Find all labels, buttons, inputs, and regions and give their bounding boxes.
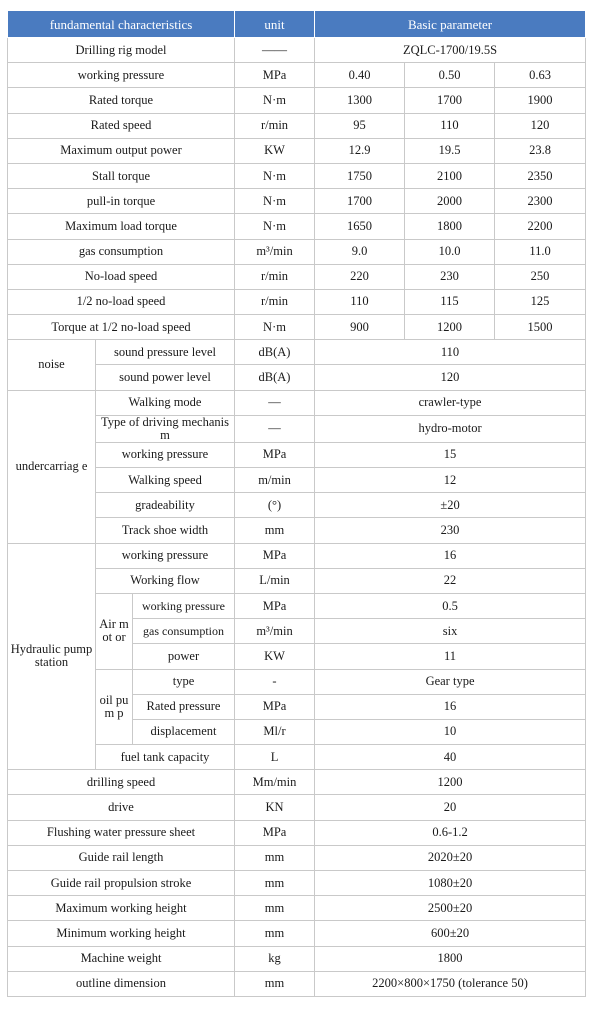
- row-value: 22: [315, 568, 586, 593]
- row-label: Stall torque: [8, 163, 235, 188]
- row-value-3: 23.8: [495, 138, 586, 163]
- row-unit: MPa: [235, 694, 315, 719]
- row-value: ZQLC-1700/19.5S: [315, 38, 586, 63]
- row-unit: r/min: [235, 113, 315, 138]
- row-value-1: 95: [315, 113, 405, 138]
- row-value: 15: [315, 442, 586, 467]
- row-value: 2200×800×1750 (tolerance 50): [315, 971, 586, 996]
- row-value-2: 19.5: [405, 138, 495, 163]
- row-label: drilling speed: [8, 770, 235, 795]
- row-value-3: 1500: [495, 315, 586, 340]
- row-unit: ——: [235, 38, 315, 63]
- row-unit: —: [235, 415, 315, 442]
- row-value-2: 2100: [405, 163, 495, 188]
- table-row: [8, 340, 586, 365]
- row-value-2: 115: [405, 289, 495, 314]
- row-unit: N·m: [235, 88, 315, 113]
- table-row: [8, 88, 586, 113]
- row-value-2: 0.50: [405, 63, 495, 88]
- row-value: 2500±20: [315, 896, 586, 921]
- row-value-3: 2350: [495, 163, 586, 188]
- table-row: [8, 63, 586, 88]
- header-unit: unit: [235, 11, 315, 38]
- table-row: [8, 896, 586, 921]
- row-label: Minimum working height: [8, 921, 235, 946]
- row-unit: KW: [235, 138, 315, 163]
- row-label: fuel tank capacity: [96, 745, 235, 770]
- row-value: ±20: [315, 493, 586, 518]
- row-unit: r/min: [235, 264, 315, 289]
- row-value: 11: [315, 644, 586, 669]
- row-label: gas consumption: [8, 239, 235, 264]
- row-label: gas consumption: [133, 619, 235, 644]
- row-label: Rated torque: [8, 88, 235, 113]
- row-label: Maximum load torque: [8, 214, 235, 239]
- row-value-1: 1750: [315, 163, 405, 188]
- row-label: working pressure: [96, 543, 235, 568]
- row-label: Working flow: [96, 568, 235, 593]
- row-value: 20: [315, 795, 586, 820]
- row-value-3: 2300: [495, 189, 586, 214]
- row-unit: KW: [235, 644, 315, 669]
- group-label-noise: noise: [8, 340, 96, 390]
- row-value: 10: [315, 719, 586, 744]
- row-value: 1080±20: [315, 871, 586, 896]
- row-unit: mm: [235, 896, 315, 921]
- row-unit: mm: [235, 971, 315, 996]
- row-unit: N·m: [235, 163, 315, 188]
- row-label: Rated pressure: [133, 694, 235, 719]
- row-unit: L: [235, 745, 315, 770]
- row-value-2: 10.0: [405, 239, 495, 264]
- row-label: Guide rail propulsion stroke: [8, 871, 235, 896]
- row-label: working pressure: [96, 442, 235, 467]
- table-row: [8, 189, 586, 214]
- row-value: 120: [315, 365, 586, 390]
- row-label: sound power level: [96, 365, 235, 390]
- row-value: 2020±20: [315, 845, 586, 870]
- row-value: 600±20: [315, 921, 586, 946]
- row-value-3: 0.63: [495, 63, 586, 88]
- row-value: crawler-type: [315, 390, 586, 415]
- row-label: Guide rail length: [8, 845, 235, 870]
- row-label: Type of driving mechanism: [96, 415, 235, 442]
- row-unit: MPa: [235, 820, 315, 845]
- row-value-1: 0.40: [315, 63, 405, 88]
- table-row: [8, 543, 586, 568]
- row-unit: MPa: [235, 442, 315, 467]
- table-row: [8, 820, 586, 845]
- table-row: [8, 871, 586, 896]
- row-value-2: 1700: [405, 88, 495, 113]
- row-value-1: 900: [315, 315, 405, 340]
- row-value-1: 110: [315, 289, 405, 314]
- row-label: Track shoe width: [96, 518, 235, 543]
- row-value-3: 11.0: [495, 239, 586, 264]
- row-value: 110: [315, 340, 586, 365]
- row-value-1: 1700: [315, 189, 405, 214]
- spec-table-container: [7, 10, 586, 997]
- row-label: Flushing water pressure sheet: [8, 820, 235, 845]
- row-value-3: 250: [495, 264, 586, 289]
- row-unit: —: [235, 390, 315, 415]
- row-unit: kg: [235, 946, 315, 971]
- row-label: working pressure: [133, 593, 235, 618]
- row-value-1: 12.9: [315, 138, 405, 163]
- table-row: [8, 163, 586, 188]
- row-label: power: [133, 644, 235, 669]
- row-unit: r/min: [235, 289, 315, 314]
- row-value: 1200: [315, 770, 586, 795]
- row-unit: mm: [235, 921, 315, 946]
- table-row: [8, 795, 586, 820]
- table-row: [8, 264, 586, 289]
- row-value-1: 220: [315, 264, 405, 289]
- table-row: [8, 390, 586, 415]
- row-unit: MPa: [235, 63, 315, 88]
- table-row: [8, 214, 586, 239]
- table-row: [8, 239, 586, 264]
- row-unit: KN: [235, 795, 315, 820]
- table-row: [8, 38, 586, 63]
- row-unit: Ml/r: [235, 719, 315, 744]
- row-unit: m³/min: [235, 239, 315, 264]
- row-label: Maximum output power: [8, 138, 235, 163]
- row-label: Walking mode: [96, 390, 235, 415]
- row-unit: N·m: [235, 189, 315, 214]
- row-value-3: 1900: [495, 88, 586, 113]
- row-value-2: 2000: [405, 189, 495, 214]
- row-value: hydro-motor: [315, 415, 586, 442]
- row-value-2: 110: [405, 113, 495, 138]
- row-value: 1800: [315, 946, 586, 971]
- row-value-2: 230: [405, 264, 495, 289]
- row-unit: (°): [235, 493, 315, 518]
- row-unit: Mm/min: [235, 770, 315, 795]
- row-label: Torque at 1/2 no-load speed: [8, 315, 235, 340]
- row-value: 40: [315, 745, 586, 770]
- group-label-undercarriage: undercarriag e: [8, 390, 96, 543]
- row-label: No-load speed: [8, 264, 235, 289]
- row-label: drive: [8, 795, 235, 820]
- row-value: 12: [315, 468, 586, 493]
- row-value: Gear type: [315, 669, 586, 694]
- table-row: [8, 289, 586, 314]
- header-row: [8, 11, 586, 38]
- row-label: Drilling rig model: [8, 38, 235, 63]
- row-unit: dB(A): [235, 365, 315, 390]
- row-unit: m/min: [235, 468, 315, 493]
- row-value: 230: [315, 518, 586, 543]
- row-label: sound pressure level: [96, 340, 235, 365]
- table-row: [8, 315, 586, 340]
- row-unit: m³/min: [235, 619, 315, 644]
- row-value-2: 1800: [405, 214, 495, 239]
- row-label: working pressure: [8, 63, 235, 88]
- row-value-2: 1200: [405, 315, 495, 340]
- row-label: type: [133, 669, 235, 694]
- row-unit: L/min: [235, 568, 315, 593]
- row-label: displacement: [133, 719, 235, 744]
- row-value-3: 125: [495, 289, 586, 314]
- spec-table: [7, 10, 586, 997]
- header-basic-parameter: Basic parameter: [315, 11, 586, 38]
- row-label: 1/2 no-load speed: [8, 289, 235, 314]
- row-label: Walking speed: [96, 468, 235, 493]
- row-label: Maximum working height: [8, 896, 235, 921]
- row-value: 0.6-1.2: [315, 820, 586, 845]
- row-label: Rated speed: [8, 113, 235, 138]
- table-row: [8, 921, 586, 946]
- table-row: [8, 138, 586, 163]
- subgroup-label-air-motor: Air mot or: [96, 593, 133, 669]
- row-value-1: 1300: [315, 88, 405, 113]
- row-value: 0.5: [315, 593, 586, 618]
- row-value-3: 120: [495, 113, 586, 138]
- group-label-hydraulic-pump-station: Hydraulic pump station: [8, 543, 96, 770]
- table-row: [8, 971, 586, 996]
- row-label: gradeability: [96, 493, 235, 518]
- row-unit: mm: [235, 845, 315, 870]
- row-value-1: 9.0: [315, 239, 405, 264]
- subgroup-label-oil-pump: oil pum p: [96, 669, 133, 745]
- row-value-3: 2200: [495, 214, 586, 239]
- table-row: [8, 946, 586, 971]
- row-label: pull-in torque: [8, 189, 235, 214]
- row-label: Machine weight: [8, 946, 235, 971]
- row-unit: mm: [235, 518, 315, 543]
- row-unit: dB(A): [235, 340, 315, 365]
- row-value-1: 1650: [315, 214, 405, 239]
- row-unit: N·m: [235, 315, 315, 340]
- table-row: [8, 770, 586, 795]
- row-unit: mm: [235, 871, 315, 896]
- table-row: [8, 113, 586, 138]
- row-unit: N·m: [235, 214, 315, 239]
- header-characteristics: fundamental characteristics: [8, 11, 235, 38]
- row-unit: -: [235, 669, 315, 694]
- row-value: six: [315, 619, 586, 644]
- row-unit: MPa: [235, 593, 315, 618]
- row-value: 16: [315, 543, 586, 568]
- row-unit: MPa: [235, 543, 315, 568]
- table-row: [8, 845, 586, 870]
- row-label: outline dimension: [8, 971, 235, 996]
- row-value: 16: [315, 694, 586, 719]
